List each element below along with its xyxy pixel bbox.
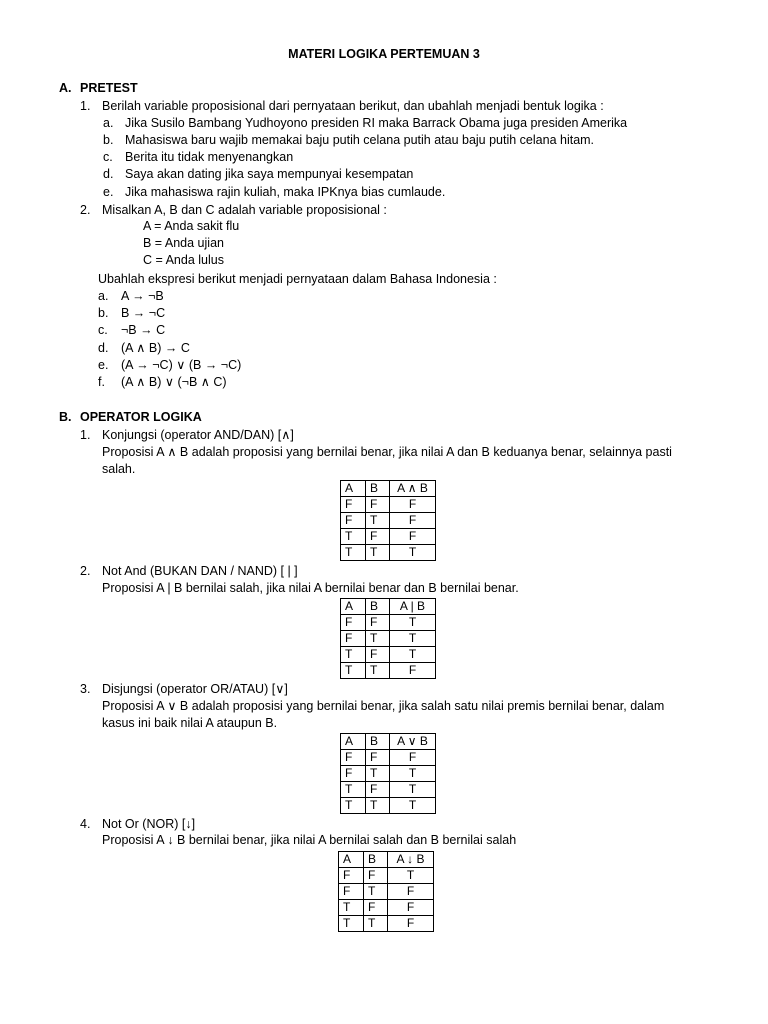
q2-item-expr: B → ¬C: [121, 306, 166, 320]
op1-desc: Proposisi A ∧ B adalah proposisi yang bernilai benar, jika nilai A dan B keduanya benar, selainnya pasti: [102, 445, 672, 459]
q1-item-label: b.: [103, 133, 114, 147]
section-b-heading: OPERATOR LOGIKA: [80, 410, 202, 424]
section-b-letter: B.: [59, 410, 72, 424]
q1-item-text: Saya akan dating jika saya mempunyai kesempatan: [125, 167, 414, 181]
q1-item-text: Jika mahasiswa rajin kuliah, maka IPKnya bias cumlaude.: [125, 185, 446, 199]
table-row: [341, 647, 436, 663]
table-cell: F: [390, 529, 436, 545]
table-cell: T: [339, 900, 364, 916]
q2-item-label: b.: [98, 306, 109, 320]
table-cell: T: [390, 782, 436, 798]
table-header-cell: A: [339, 852, 364, 868]
table-cell: F: [366, 529, 390, 545]
table-cell: T: [341, 647, 366, 663]
table-cell: F: [366, 782, 390, 798]
q1-text: Berilah variable proposisional dari pernyataan berikut, dan ubahlah menjadi bentuk logika :: [102, 99, 604, 113]
table-cell: F: [364, 868, 388, 884]
table-cell: T: [364, 884, 388, 900]
table-cell: F: [339, 868, 364, 884]
table-cell: T: [390, 615, 436, 631]
table-cell: F: [339, 884, 364, 900]
table-cell: F: [341, 766, 366, 782]
table-cell: F: [366, 647, 390, 663]
table-header-cell: A: [341, 599, 366, 615]
table-cell: T: [366, 798, 390, 814]
truth-table-nor: [338, 851, 434, 932]
table-cell: F: [390, 663, 436, 679]
q2-item-expr: (A ∧ B) ∨ (¬B ∧ C): [121, 375, 227, 389]
table-cell: F: [390, 750, 436, 766]
table-cell: T: [364, 916, 388, 932]
table-cell: F: [390, 497, 436, 513]
table-cell: T: [390, 798, 436, 814]
q1-item-text: Berita itu tidak menyenangkan: [125, 150, 294, 164]
table-cell: T: [390, 631, 436, 647]
table-row: [341, 513, 436, 529]
table-cell: T: [339, 916, 364, 932]
table-cell: T: [341, 529, 366, 545]
op1-desc-cont: salah.: [102, 462, 136, 476]
table-header-cell: B: [364, 852, 388, 868]
table-row: [339, 916, 434, 932]
q2-item-label: f.: [98, 375, 105, 389]
table-header-row: [341, 481, 436, 497]
table-cell: T: [390, 545, 436, 561]
table-cell: T: [366, 513, 390, 529]
op3-number: 3.: [80, 682, 91, 696]
q2-item-expr: (A → ¬C) ∨ (B → ¬C): [121, 358, 242, 372]
truth-table-and: [340, 480, 436, 561]
q2-number: 2.: [80, 203, 91, 217]
table-header-cell: A | B: [390, 599, 436, 615]
truth-table-or: [340, 733, 436, 814]
q1-number: 1.: [80, 99, 91, 113]
page-title: MATERI LOGIKA PERTEMUAN 3: [288, 47, 480, 61]
op1-title: Konjungsi (operator AND/DAN) [∧]: [102, 428, 294, 442]
table-row: [341, 497, 436, 513]
op2-desc: Proposisi A | B bernilai salah, jika nilai A bernilai benar dan B bernilai benar.: [102, 581, 519, 595]
table-cell: F: [388, 900, 434, 916]
q2-item-expr: A → ¬B: [121, 289, 164, 303]
table-cell: T: [388, 868, 434, 884]
table-cell: F: [366, 750, 390, 766]
q1-item-label: a.: [103, 116, 114, 130]
table-cell: F: [390, 513, 436, 529]
q2-item-label: e.: [98, 358, 109, 372]
q2-item-label: a.: [98, 289, 109, 303]
q2-text: Misalkan A, B dan C adalah variable proposisional :: [102, 203, 387, 217]
table-cell: T: [341, 798, 366, 814]
q2-item-label: c.: [98, 323, 108, 337]
truth-table-nand: [340, 598, 436, 679]
table-cell: F: [341, 615, 366, 631]
table-row: [341, 798, 436, 814]
op4-number: 4.: [80, 817, 91, 831]
op3-desc-cont: kasus ini baik nilai A ataupun B.: [102, 716, 278, 730]
table-row: [341, 663, 436, 679]
table-row: [341, 631, 436, 647]
table-row: [341, 545, 436, 561]
table-cell: T: [390, 766, 436, 782]
op1-number: 1.: [80, 428, 91, 442]
table-row: [339, 900, 434, 916]
table-cell: F: [341, 513, 366, 529]
q1-item-label: e.: [103, 185, 114, 199]
table-cell: F: [366, 497, 390, 513]
q2-item-label: d.: [98, 341, 109, 355]
q2-def-a: A = Anda sakit flu: [143, 219, 240, 233]
table-cell: F: [388, 916, 434, 932]
table-header-row: [341, 599, 436, 615]
table-cell: T: [341, 663, 366, 679]
q1-item-label: d.: [103, 167, 114, 181]
op2-number: 2.: [80, 564, 91, 578]
q2-instruction: Ubahlah ekspresi berikut menjadi pernyataan dalam Bahasa Indonesia :: [98, 272, 497, 286]
q1-item-text: Jika Susilo Bambang Yudhoyono presiden RI maka Barrack Obama juga presiden Amerika: [125, 116, 628, 130]
table-header-cell: B: [366, 599, 390, 615]
table-cell: T: [341, 545, 366, 561]
op4-title: Not Or (NOR) [↓]: [102, 817, 196, 831]
table-cell: T: [366, 631, 390, 647]
q2-item-expr: (A ∧ B) → C: [121, 341, 190, 355]
table-cell: F: [341, 750, 366, 766]
table-row: [341, 782, 436, 798]
table-cell: F: [388, 884, 434, 900]
op2-title: Not And (BUKAN DAN / NAND) [ | ]: [102, 564, 298, 578]
table-header-cell: A ∧ B: [390, 481, 436, 497]
table-row: [341, 529, 436, 545]
table-row: [339, 868, 434, 884]
table-cell: T: [390, 647, 436, 663]
q1-item-label: c.: [103, 150, 113, 164]
table-cell: F: [366, 615, 390, 631]
op3-desc: Proposisi A ∨ B adalah proposisi yang bernilai benar, jika salah satu nilai premis bernilai benar, dalam: [102, 699, 665, 713]
table-cell: F: [341, 497, 366, 513]
table-row: [341, 766, 436, 782]
table-header-cell: A: [341, 481, 366, 497]
table-cell: T: [366, 663, 390, 679]
table-header-cell: A: [341, 734, 366, 750]
table-cell: T: [366, 545, 390, 561]
op3-title: Disjungsi (operator OR/ATAU) [∨]: [102, 682, 288, 696]
table-cell: F: [341, 631, 366, 647]
table-cell: T: [341, 782, 366, 798]
table-row: [341, 615, 436, 631]
table-cell: T: [366, 766, 390, 782]
table-header-cell: B: [366, 734, 390, 750]
table-header-cell: A ↓ B: [388, 852, 434, 868]
q2-def-b: B = Anda ujian: [143, 236, 224, 250]
table-header-cell: B: [366, 481, 390, 497]
table-row: [339, 884, 434, 900]
section-a-heading: PRETEST: [80, 81, 138, 95]
table-header-row: [341, 734, 436, 750]
op4-desc: Proposisi A ↓ B bernilai benar, jika nilai A bernilai salah dan B bernilai salah: [102, 833, 517, 847]
q2-item-expr: ¬B → C: [121, 323, 166, 337]
table-cell: F: [364, 900, 388, 916]
table-header-row: [339, 852, 434, 868]
table-row: [341, 750, 436, 766]
q2-def-c: C = Anda lulus: [143, 253, 224, 267]
section-a-letter: A.: [59, 81, 72, 95]
q1-item-text: Mahasiswa baru wajib memakai baju putih celana putih atau baju putih celana hitam.: [125, 133, 595, 147]
table-header-cell: A ∨ B: [390, 734, 436, 750]
